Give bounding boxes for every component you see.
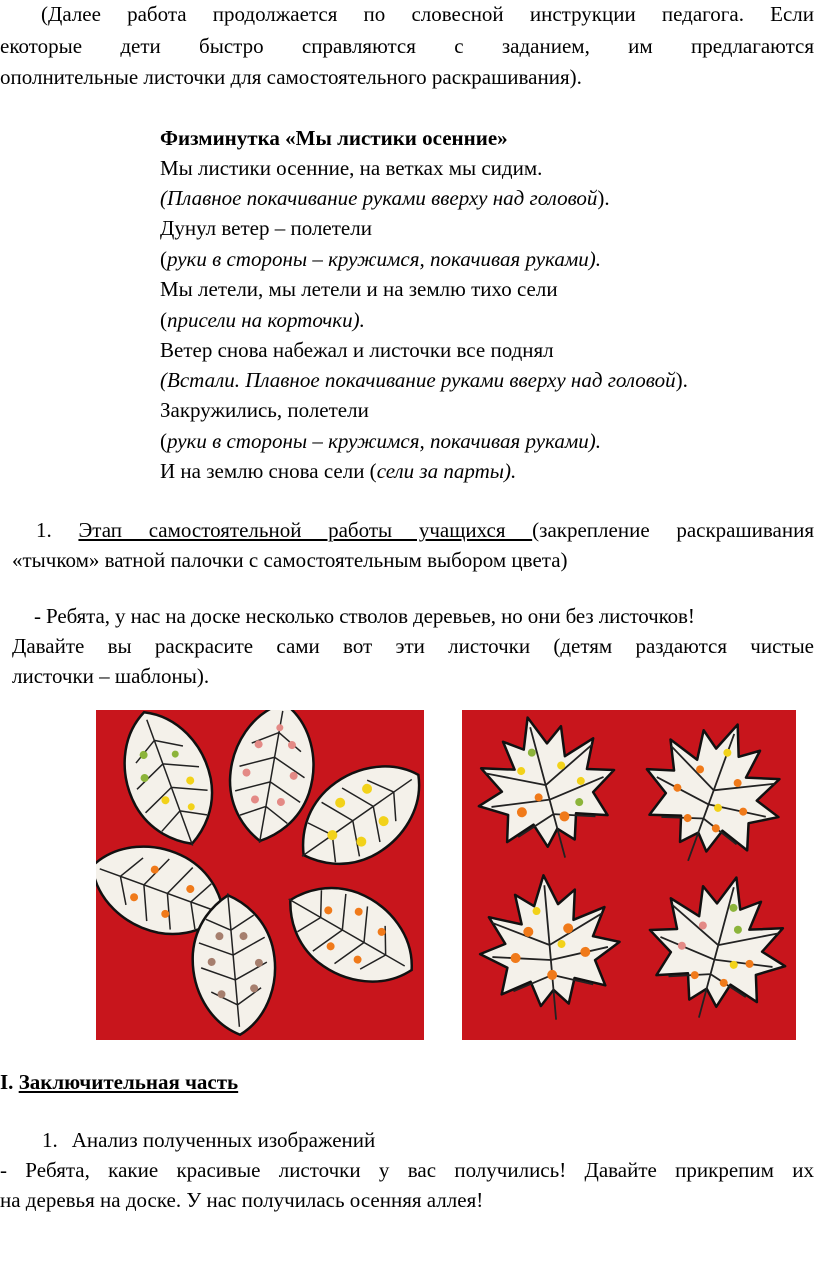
poem-line-10-open: ( xyxy=(160,429,167,453)
photo-birch-leaves xyxy=(96,710,424,1040)
speech-line-3: листочки – шаблоны). xyxy=(12,664,210,688)
fizminutka-title: Физминутка «Мы листики осенние» xyxy=(160,126,508,150)
poem-line-6 xyxy=(160,306,365,334)
final-heading xyxy=(0,1068,238,1096)
poem-line-6-open: ( xyxy=(160,308,167,332)
poem-line-8-close: ). xyxy=(675,368,688,392)
poem-line-8 xyxy=(160,366,688,394)
leaf-1 xyxy=(106,710,232,860)
final-item-text: Анализ полученных изображений xyxy=(71,1128,376,1152)
speech-line-1: - Ребята, у нас на доске несколько стволов деревьев, но они без листочков! xyxy=(34,604,695,628)
poem-line-4-italic: руки в стороны – кружимся, покачивая руками). xyxy=(167,247,601,271)
poem-line-2-close: ). xyxy=(597,186,610,210)
intro-line-2: екоторые дети быстро справляются с заданием, им предлагаются xyxy=(0,34,814,58)
stage-title: Этап самостоятельной работы учащихся xyxy=(78,518,533,542)
speech-line-2: Давайте вы раскрасите сами вот эти листочки (детям раздаются чистые xyxy=(12,634,814,658)
poem-line-11 xyxy=(160,457,516,485)
poem-line-10 xyxy=(160,427,601,455)
final-item xyxy=(42,1126,375,1154)
final-numeral: I. xyxy=(0,1070,14,1094)
maple-1 xyxy=(462,710,633,876)
poem-line-6-italic: присели на корточки). xyxy=(167,308,365,332)
poem-line-7: Ветер снова набежал и листочки все поднял xyxy=(160,338,554,362)
maple-2 xyxy=(622,710,796,885)
intro-line-3: ополнительные листочки для самостоятельного раскрашивания). xyxy=(0,65,582,89)
leaf-5 xyxy=(268,864,424,1006)
poem-line-4-open: ( xyxy=(160,247,167,271)
poem-line-8-italic: (Встали. Плавное покачивание руками вверху над головой xyxy=(160,368,676,392)
poem-line-1: Мы листики осенние, на ветках мы сидим. xyxy=(160,156,543,180)
poem-line-5: Мы летели, мы летели и на землю тихо сели xyxy=(160,277,558,301)
poem-line-11-italic: сели за парты). xyxy=(376,459,517,483)
stage-heading xyxy=(36,516,814,544)
stage-number: 1. xyxy=(36,518,52,542)
final-title: Заключительная часть xyxy=(18,1070,239,1094)
poem-line-10-italic: руки в стороны – кружимся, покачивая руками). xyxy=(167,429,601,453)
poem-line-9: Закружились, полетели xyxy=(160,398,369,422)
poem-line-2 xyxy=(160,184,610,212)
final-line-1: - Ребята, какие красивые листочки у вас получились! Давайте прикрепим их xyxy=(0,1158,814,1182)
birch-leaves-illustration xyxy=(96,710,424,1040)
poem-line-2-open: ( xyxy=(160,186,167,210)
final-line-2: на деревья на доске. У нас получилась осенняя аллея! xyxy=(0,1188,484,1212)
maple-leaves-illustration xyxy=(462,710,796,1040)
poem-line-3: Дунул ветер – полетели xyxy=(160,216,372,240)
poem-line-2-italic: Плавное покачивание руками вверху над головой xyxy=(167,186,598,210)
intro-line-1: (Далее работа продолжается по словесной инструкции педагога. Если xyxy=(41,2,814,26)
poem-line-11-plain: И на землю снова сели ( xyxy=(160,459,377,483)
photo-maple-leaves xyxy=(462,710,796,1040)
maple-4 xyxy=(631,859,796,1035)
poem-line-4 xyxy=(160,245,601,273)
maple-3 xyxy=(474,869,626,1026)
stage-desc: (закрепление раскрашивания xyxy=(532,518,814,542)
final-item-number: 1. xyxy=(42,1128,58,1152)
stage-line-2: «тычком» ватной палочки с самостоятельным выбором цвета) xyxy=(12,548,568,572)
